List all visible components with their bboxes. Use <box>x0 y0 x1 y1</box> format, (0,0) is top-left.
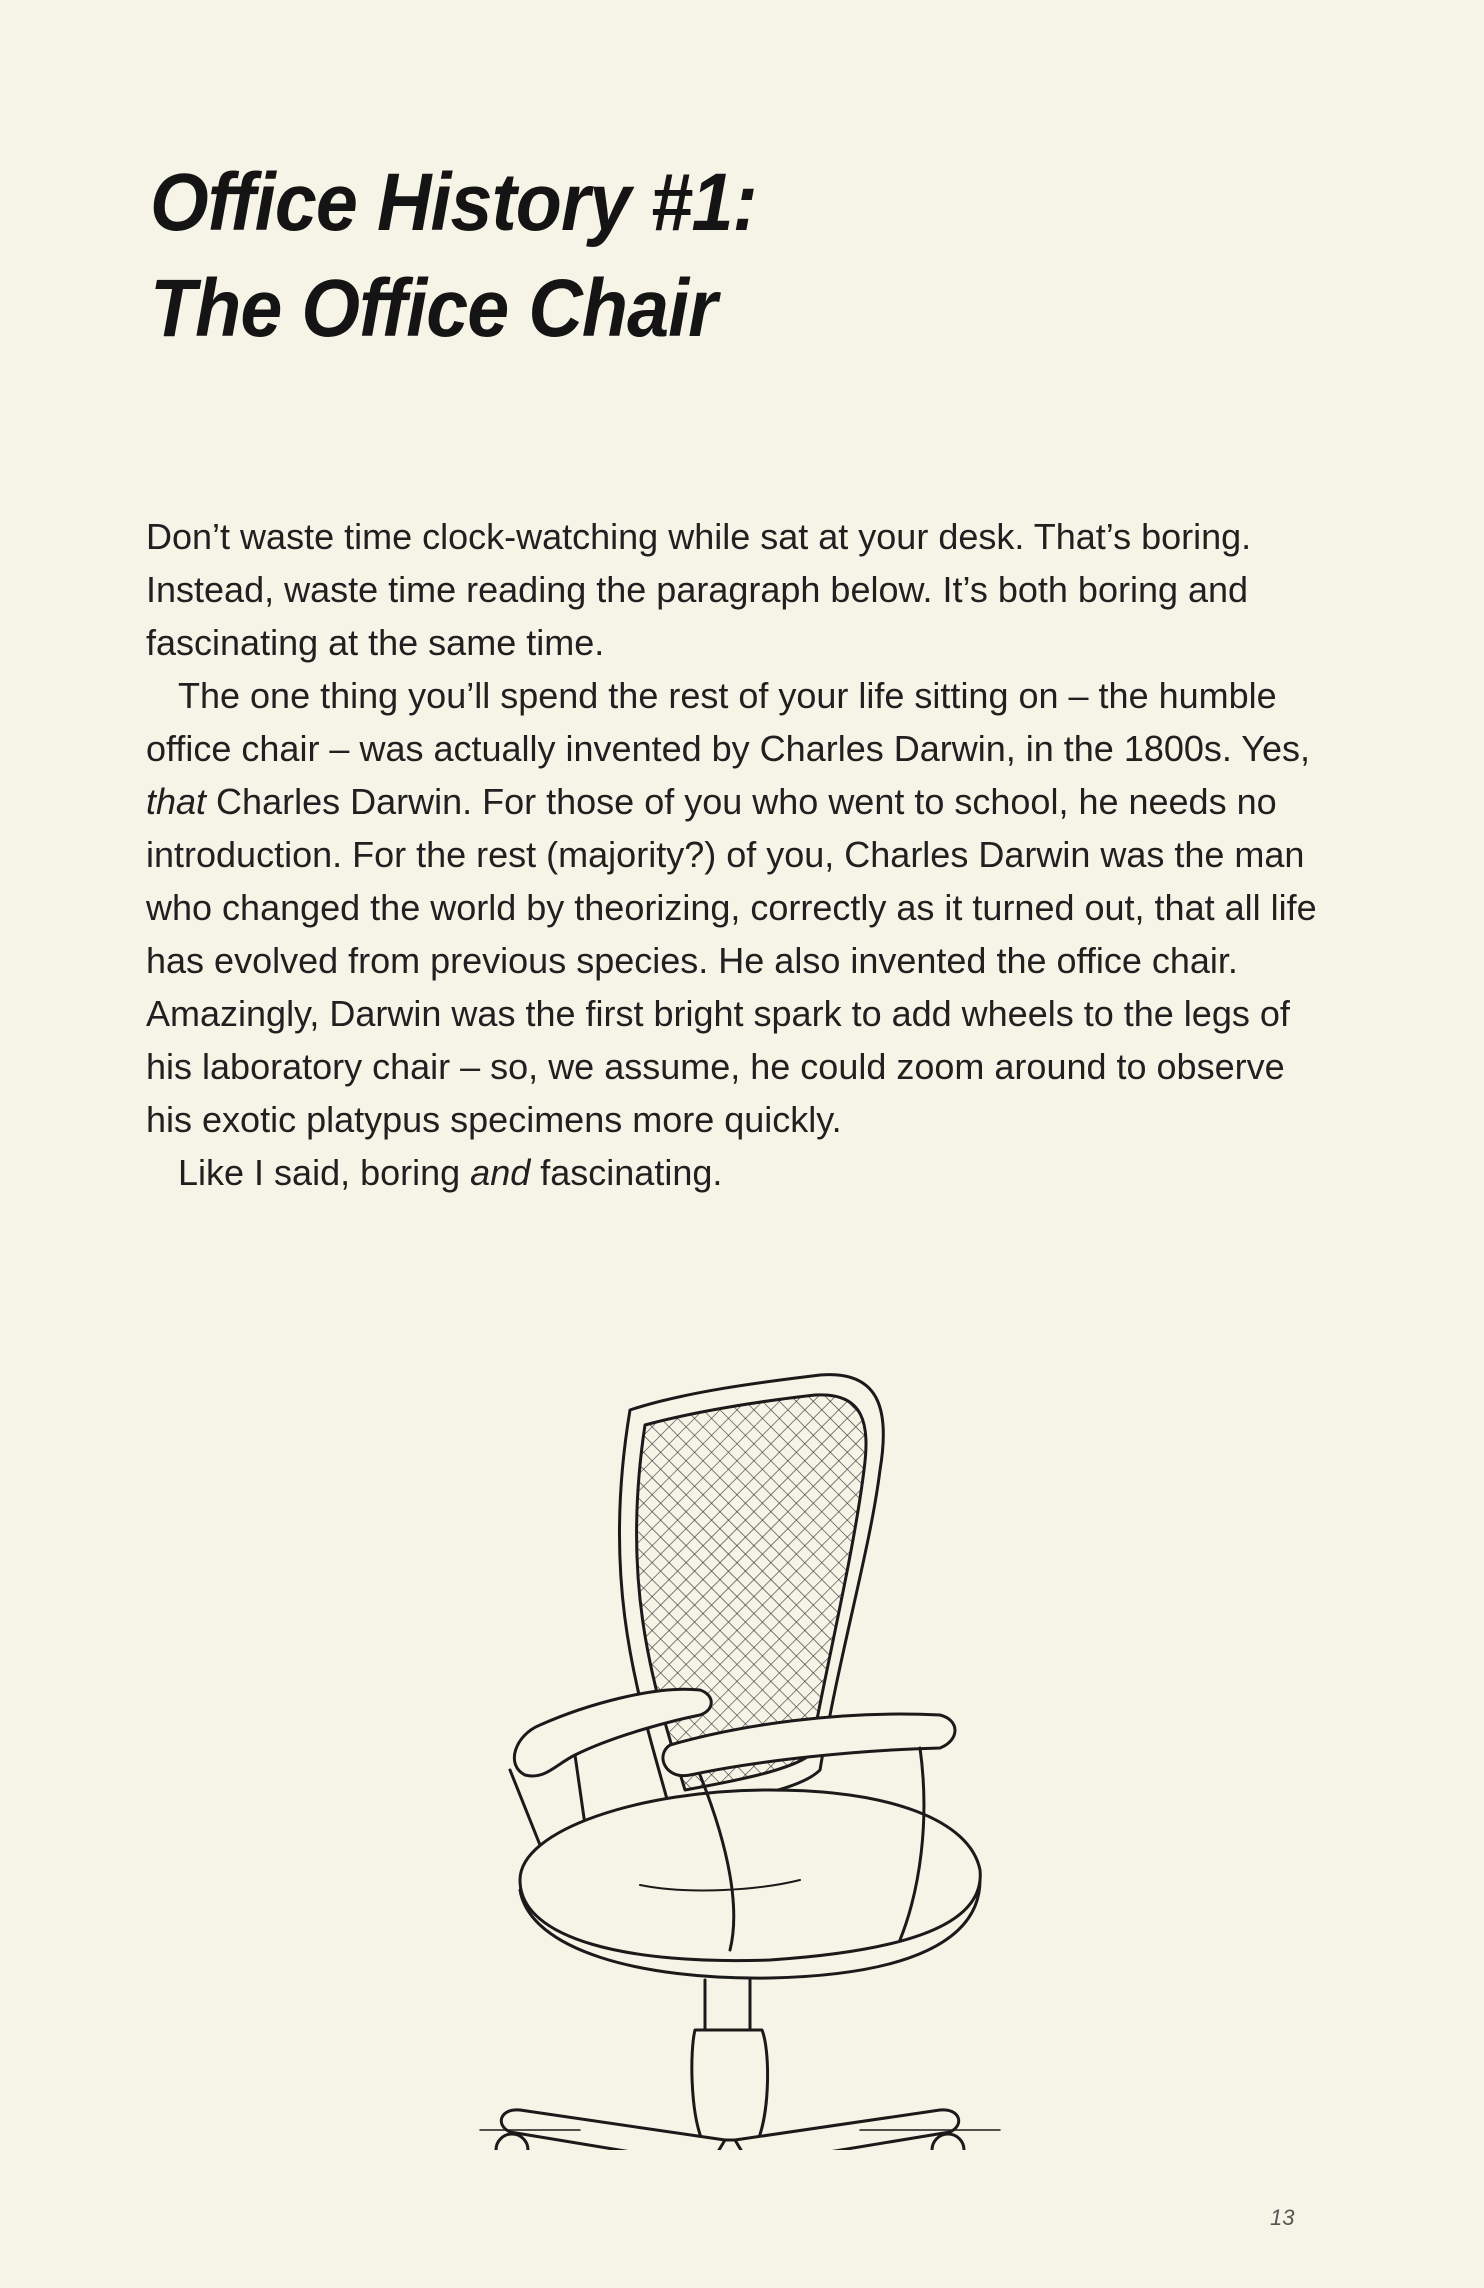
page-number: 13 <box>1270 2205 1295 2230</box>
paragraph-closing-part-2: fascinating. <box>530 1152 723 1193</box>
emphasis-that: that <box>146 781 207 822</box>
body-text <box>146 510 1326 1199</box>
paragraph-intro: Don’t waste time clock-watching while sat at your desk. That’s boring. Instead, waste time reading the paragraph below. It’s both boring and fascinating at the same time. <box>146 516 1252 663</box>
page-title <box>150 150 757 362</box>
title-line-2: The Office Chair <box>150 263 717 354</box>
emphasis-and: and <box>470 1152 531 1193</box>
paragraph-closing <box>146 1146 1326 1199</box>
title-line-1: Office History #1: <box>150 157 757 248</box>
paragraph-darwin <box>146 669 1326 1146</box>
paragraph-closing-part-1: Like I said, boring <box>178 1152 471 1193</box>
paragraph-darwin-part-1: The one thing you’ll spend the rest of your life sitting on – the humble office chair – was actually invented by Charles Darwin, in the 1800s. Yes, <box>146 675 1310 769</box>
paragraph-darwin-part-2: Charles Darwin. For those of you who went to school, he needs no introduction. For the rest (majority?) of you, Charles Darwin was the man who changed the world by theorizing, correctly as it turned out, that all life has evolved from previous species. He also invented the office chair. Amazingly, Darwin was the first bright spark to add wheels to the legs of his laboratory chair – so, we assume, he could zoom around to observe his exotic platypus specimens more quickly. <box>146 781 1317 1140</box>
office-chair-icon <box>440 1350 1010 2150</box>
